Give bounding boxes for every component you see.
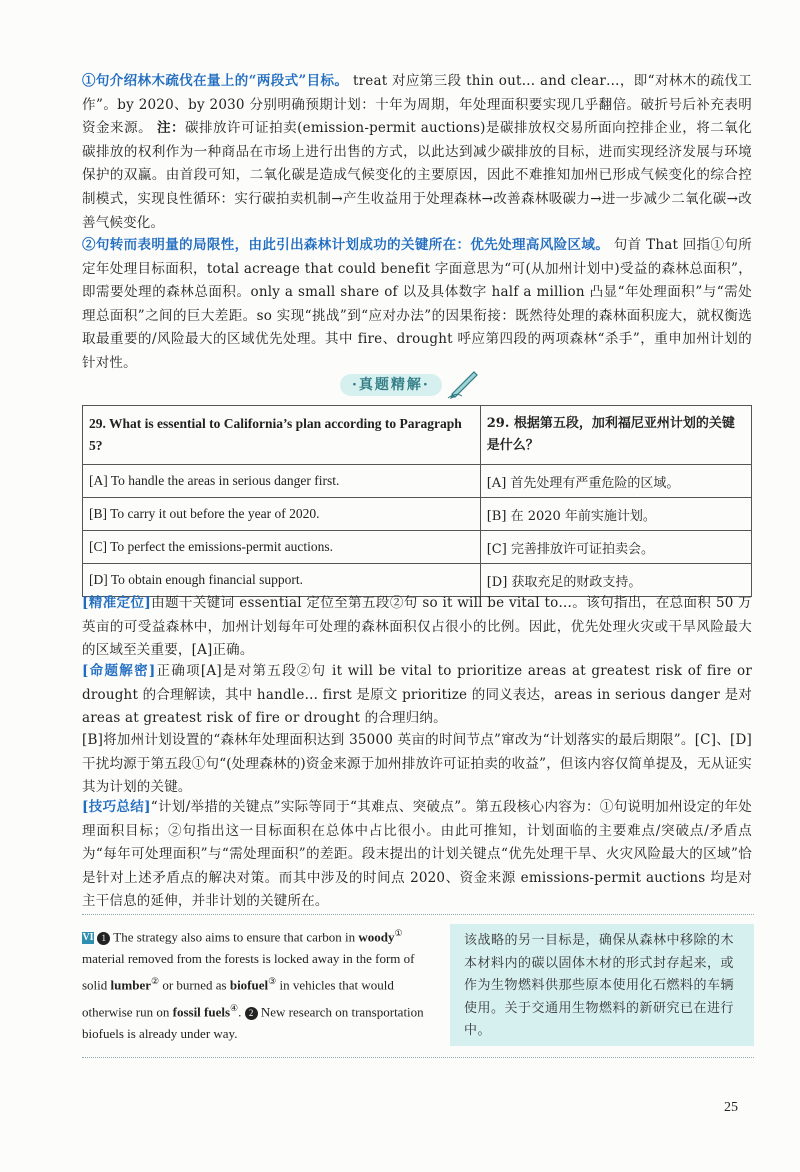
- option-a-zh: [A] 首先处理有严重危险的区域。: [480, 465, 751, 498]
- explain-locate: [82, 592, 752, 663]
- section-marker: VI: [82, 932, 94, 944]
- analysis-1-lead: ①句介绍林木疏伐在量上的“两段式”目标。: [82, 73, 349, 89]
- divider-top: [82, 914, 754, 915]
- option-b-zh: [B] 在 2020 年前实施计划。: [480, 498, 751, 531]
- locate-text: 由题干关键词 essential 定位至第五段②句 so it will be vital to…。该句指出，在总面积 50 万英亩的可受益森林中，加州计划每年可处理的森林面积仅占很小的比例。因此，优先处理火灾或干旱风险最大的区域至关重要，[A]正确。: [82, 595, 752, 659]
- note-label: 注：: [156, 120, 185, 137]
- analysis-paragraph-2: [82, 234, 752, 376]
- option-b-en: [B] To carry it out before the year of 2020.: [83, 498, 481, 531]
- analysis-2-body: 句首 That 回指①句所定年处理目标面积，total acreage that could benefit 字面意思为“可(从加州计划中)受益的森林总面积”，即需要处理的森林总面积。only a small share of 以及具体数字 half a million 凸显“年处理面积”与“需处理总面积”之间的巨大差距。so 实现“挑战”到“应对办法”的因果衔接：既然待处理的森林面积庞大，就权衡选取最重要的/风险最大的区域优先处理。其中 fire、drought 呼应第四段的两项森林“杀手”，重申加州计划的针对性。: [82, 237, 752, 371]
- analysis-1-note: 碳排放许可证拍卖(emission-permit auctions)是碳排放权交易所面向控排企业，将二氧化碳排放的权利作为一种商品在市场上进行出售的方式，以此达到减少碳排放的目标，进而实现经济发展与环境保护的双赢。由首段可知，二氧化碳是造成气候变化的主要原因，因此不难推知加州已形成气候变化的综合控制模式，实现良性循环：实行碳拍卖机制→产生收益用于处理森林→改善森林吸碳力→进一步减少二氧化碳→改善气候变化。: [82, 120, 753, 231]
- question-row: [83, 406, 752, 465]
- locate-tag: [精准定位]: [82, 595, 151, 611]
- question-table: [82, 405, 752, 597]
- analysis-1-body: treat 对应第三段 thin out… and clear…，即“对林木的疏伐工作”。by 2020、by 2030 分别明确预期计划：十年为周期，年处理面积要实现几乎翻倍。破折号后补充表明资金来源。: [82, 73, 753, 137]
- sentence-2-icon: 2: [245, 1007, 258, 1020]
- section-title: ·真题精解·: [340, 374, 442, 396]
- footnote-4: ④: [230, 1002, 239, 1013]
- option-row-b: [83, 498, 752, 531]
- source-sentence: VI 1 The strategy also aims to ensure that carbon in woody① material removed from the forests is locked away in the form of solid lumber② or burned as biofuel③ in vehicles that would otherwise run on fossil fuels④. 2 New research on transportation biofuels is already under way.: [82, 928, 424, 1041]
- decrypt-text: 正确项[A]是对第五段②句 it will be vital to prioritize areas at greatest risk of fire or drought 的合理解读，其中 handle… first 是原文 prioritize 的同义表达，areas in serious danger 是对 areas at greatest risk of fire or drought 的合理归纳。: [82, 663, 752, 727]
- question-zh: 29. 根据第五段，加利福尼亚州计划的关键是什么？: [480, 406, 751, 465]
- translation-box: 该战略的另一目标是，确保从森林中移除的木本材料内的碳以固体木材的形式封存起来，或作为生物燃料供那些原本使用化石燃料的车辆使用。关于交通用生物燃料的新研究已在进行中。: [450, 924, 754, 1046]
- sentence-part-4: in vehicles that would otherwise run on: [82, 977, 394, 1019]
- question-en: 29. What is essential to California’s plan according to Paragraph 5?: [83, 406, 481, 465]
- sentence-1-icon: 1: [97, 932, 110, 945]
- sentence-part-1: The strategy also aims to ensure that carbon in: [113, 929, 356, 945]
- option-row-c: [83, 531, 752, 564]
- decrypt-tag: [命题解密]: [82, 663, 156, 679]
- analysis-paragraph-1: [82, 70, 752, 235]
- analysis-2-lead: ②句转而表明量的局限性，由此引出森林计划成功的关键所在：优先处理高风险区域。: [82, 237, 610, 253]
- explain-distractors: [82, 729, 752, 800]
- page-number: 25: [724, 1100, 738, 1115]
- footnote-3: ③: [268, 976, 277, 987]
- option-d-en: [D] To obtain enough financial support.: [83, 564, 481, 597]
- sentence-part-3: or burned as: [162, 977, 227, 993]
- explain-decrypt: [82, 660, 752, 731]
- vocab-word-4: fossil fuels: [172, 1003, 231, 1019]
- skill-tag: [技巧总结]: [82, 799, 151, 815]
- pen-icon: [446, 366, 482, 400]
- skill-text: “计划/举措的关键点”实际等同于“其难点、突破点”。第五段核心内容为：①句说明加州设定的年处理面积目标；②句指出这一目标面积在总体中占比很小。由此可推知，计划面临的主要难点/突破点/矛盾点为“每年可处理面积”与“需处理面积”的差距。段末提出的计划关键点“优先处理干旱、火灾风险最大的区域”恰是针对上述矛盾点的解决对策。而其中涉及的时间点 2020、资金来源 emissions-permit auctions 均是对主干信息的延伸，并非计划的关键所在。: [82, 799, 752, 910]
- footnote-1: ①: [394, 928, 403, 938]
- footnote-2: ②: [151, 976, 160, 987]
- option-c-zh: [C] 完善排放许可证拍卖会。: [480, 531, 751, 564]
- divider-bottom: [82, 1057, 754, 1058]
- sentence-part-2: material removed from the forests is locked away in the form of solid: [82, 951, 415, 993]
- vocab-word-3: biofuel: [229, 977, 269, 993]
- sentence-part-5: New research on transportation biofuels is already under way.: [82, 1003, 424, 1041]
- option-row-a: [83, 465, 752, 498]
- vocab-word-2: lumber: [110, 977, 151, 993]
- option-c-en: [C] To perfect the emissions-permit auctions.: [83, 531, 481, 564]
- distractor-text: [B]将加州计划设置的“森林年处理面积达到 35000 英亩的时间节点”窜改为“计划落实的最后期限”。[C]、[D]干扰均源于第五段①句“(处理森林的)资金来源于加州排放许可证拍卖的收益”，但该内容仅简单提及，无从证实其为计划的关键。: [82, 732, 752, 796]
- option-a-en: [A] To handle the areas in serious danger first.: [83, 465, 481, 498]
- option-d-zh: [D] 获取充足的财政支持。: [480, 564, 751, 597]
- vocab-word-1: woody: [358, 929, 395, 945]
- explain-skill: [82, 796, 752, 914]
